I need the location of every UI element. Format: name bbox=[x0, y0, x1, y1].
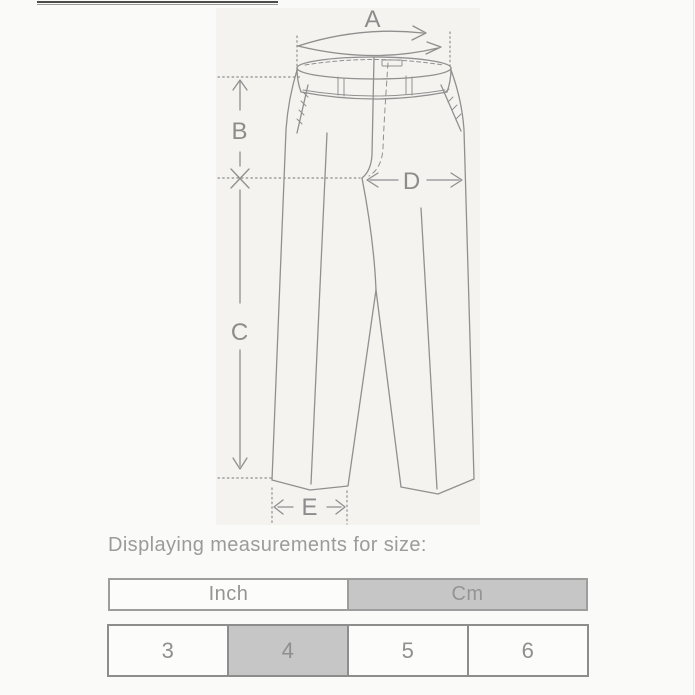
unit-toggle bbox=[108, 578, 588, 611]
unit-option-inch[interactable]: Inch bbox=[108, 578, 349, 611]
size-option-3[interactable]: 3 bbox=[107, 624, 229, 677]
size-option-5[interactable]: 5 bbox=[347, 624, 469, 677]
unit-option-cm[interactable]: Cm bbox=[347, 578, 588, 611]
size-caption: Displaying measurements for size: bbox=[108, 534, 427, 556]
diagram-background bbox=[216, 8, 480, 525]
size-option-6[interactable]: 6 bbox=[467, 624, 589, 677]
measure-label-b: B bbox=[231, 118, 249, 145]
measure-label-a: A bbox=[364, 6, 382, 33]
size-selector bbox=[107, 624, 589, 677]
measure-label-d: D bbox=[402, 168, 422, 195]
measure-label-e: E bbox=[301, 494, 319, 521]
size-option-4[interactable]: 4 bbox=[227, 624, 349, 677]
measure-label-c: C bbox=[230, 319, 250, 346]
